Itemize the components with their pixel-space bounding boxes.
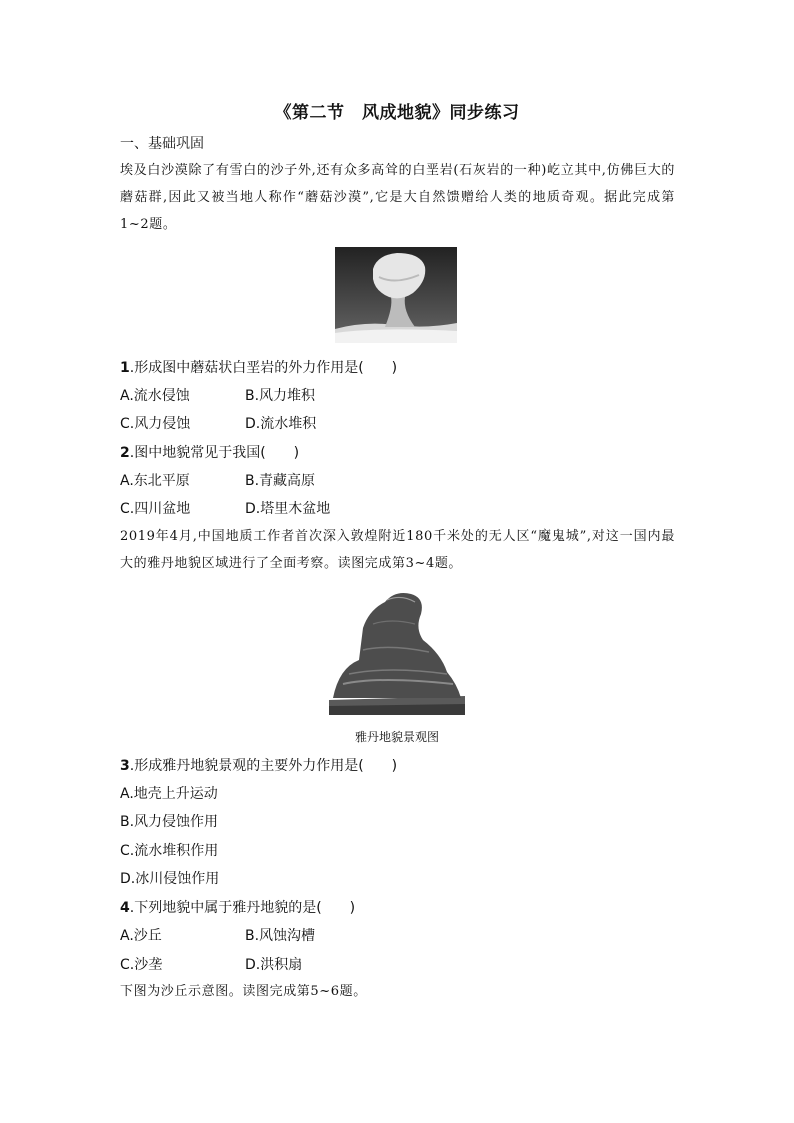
question-4 [120, 897, 355, 917]
option-2a[interactable]: A.东北平原 [120, 473, 190, 489]
option-2d[interactable]: D.塔里木盆地 [245, 501, 331, 517]
question-number: 4 [120, 900, 130, 916]
section-heading: 一、基础巩固 [120, 136, 204, 152]
passage-sand-dune: 下图为沙丘示意图。读图完成第5~6题。 [120, 984, 367, 999]
yardang-photo [329, 588, 465, 715]
option-3b[interactable]: B.风力侵蚀作用 [120, 814, 219, 830]
option-4b[interactable]: B.风蚀沟槽 [245, 928, 316, 944]
option-4d[interactable]: D.洪积扇 [245, 957, 303, 973]
option-1c[interactable]: C.风力侵蚀 [120, 416, 191, 432]
question-3 [120, 755, 397, 775]
question-stem: .形成图中蘑菇状白垩岩的外力作用是( ) [129, 360, 398, 376]
option-1a[interactable]: A.流水侵蚀 [120, 388, 190, 404]
option-1d[interactable]: D.流水堆积 [245, 416, 317, 432]
question-1 [120, 357, 397, 377]
question-number: 1 [120, 360, 130, 376]
passage-dunhuang-yardang: 2019年4月,中国地质工作者首次深入敦煌附近180千米处的无人区“魔鬼城”,对这一国内最大的雅丹地貌区域进行了全面考察。读图完成第3~4题。 [120, 529, 675, 571]
passage-egypt-white-desert: 埃及白沙漠除了有雪白的沙子外,还有众多高耸的白垩岩(石灰岩的一种)屹立其中,仿佛巨大的蘑菇群,因此又被当地人称作“蘑菇沙漠”,它是大自然馈赠给人类的地质奇观。据此完成第1~2题。 [120, 163, 675, 232]
question-number: 2 [120, 445, 130, 461]
option-2c[interactable]: C.四川盆地 [120, 501, 191, 517]
question-stem: .形成雅丹地貌景观的主要外力作用是( ) [129, 758, 398, 774]
option-4a[interactable]: A.沙丘 [120, 928, 162, 944]
question-number: 3 [120, 758, 130, 774]
mushroom-rock-photo [335, 247, 457, 343]
page-title: 《第二节 风成地貌》同步练习 [274, 103, 520, 123]
option-1b[interactable]: B.风力堆积 [245, 388, 316, 404]
option-3d[interactable]: D.冰川侵蚀作用 [120, 871, 220, 887]
yardang-photo-caption: 雅丹地貌景观图 [354, 730, 439, 744]
option-2b[interactable]: B.青藏高原 [245, 473, 316, 489]
question-stem: .下列地貌中属于雅丹地貌的是( ) [129, 900, 356, 916]
question-2 [120, 442, 299, 462]
option-4c[interactable]: C.沙垄 [120, 957, 163, 973]
option-3a[interactable]: A.地壳上升运动 [120, 786, 218, 802]
question-stem: .图中地貌常见于我国( ) [129, 445, 300, 461]
option-3c[interactable]: C.流水堆积作用 [120, 843, 219, 859]
